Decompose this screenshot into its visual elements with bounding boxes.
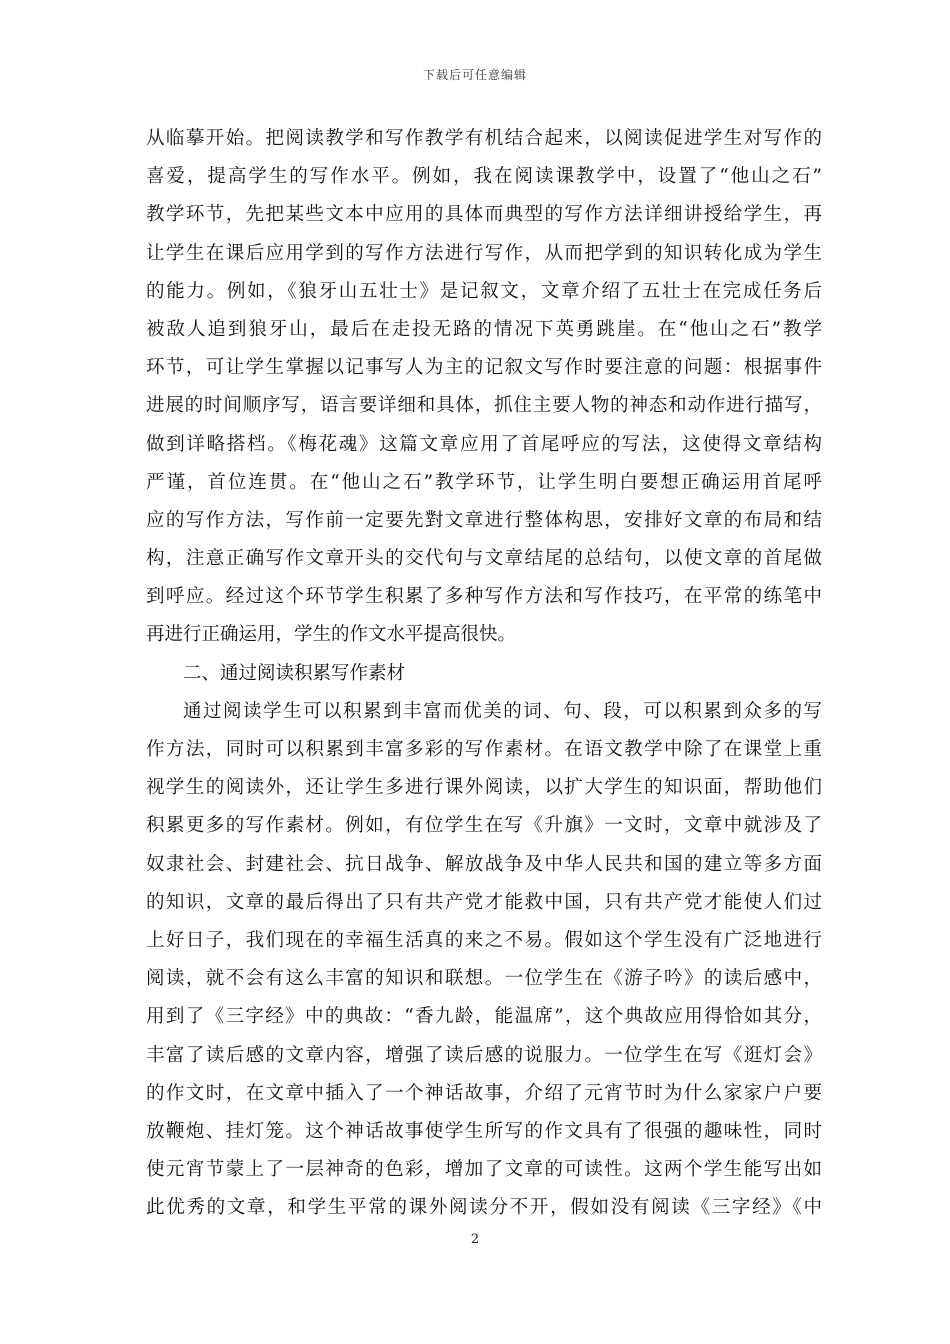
paragraph-2	[146, 693, 822, 1228]
section-heading	[146, 655, 822, 693]
text-line: 的作文时，在文章中插入了一个神话故事，介绍了元宵节时为什么家家户户要	[146, 1082, 822, 1104]
text-line: 从临摹开始。把阅读教学和写作教学有机结合起来，以阅读促进学生对写作的	[146, 128, 822, 149]
text-line: 应的写作方法，写作前一定要先對文章进行整体构思，安排好文章的布局和结	[146, 509, 822, 531]
text-line: 的能力。例如，《狼牙山五壮士》是记叙文，文章介绍了五壮士在完成任务后	[146, 280, 822, 302]
page-number: 2	[470, 1232, 480, 1247]
text-line: 教学环节，先把某些文本中应用的具体而典型的写作方法详细讲授给学生，再	[146, 204, 822, 226]
text-line: 上好日子，我们现在的幸福生活真的来之不易。假如这个学生没有广泛地进行	[146, 929, 822, 951]
text-line: 视学生的阅读外，还让学生多进行课外阅读，以扩大学生的知识面，帮助他们	[146, 777, 822, 799]
text-line: 构，注意正确写作文章开头的交代句与文章结尾的总结句，以使文章的首尾做	[146, 548, 822, 570]
text-line: 奴隶社会、封建社会、抗日战争、解放战争及中华人民共和国的建立等多方面	[146, 853, 822, 875]
text-line: 严谨，首位连贯。在“他山之石”教学环节，让学生明白要想正确运用首尾呼	[146, 471, 822, 493]
text-line: 通过阅读学生可以积累到丰富而优美的词、句、段，可以积累到众多的写	[183, 700, 822, 722]
section-heading-text: 二、通过阅读积累写作素材	[183, 662, 406, 684]
text-line: 喜爱，提高学生的写作水平。例如，我在阅读课教学中，设置了“他山之石”	[146, 166, 822, 188]
text-line: 被敌人追到狼牙山，最后在走投无路的情况下英勇跳崖。在“他山之石”教学	[146, 318, 822, 340]
text-line: 积累更多的写作素材。例如，有位学生在写《升旗》一文时，文章中就涉及了	[146, 815, 822, 837]
text-line: 到呼应。经过这个环节学生积累了多种写作方法和写作技巧，在平常的练笔中	[146, 586, 822, 608]
text-line: 用到了《三字经》中的典故：“香九龄，能温席”，这个典故应用得恰如其分，	[146, 1006, 822, 1028]
text-line: 进展的时间顺序写，语言要详细和具体，抓住主要人物的神态和动作进行描写，	[146, 395, 822, 417]
text-line: 此优秀的文章，和学生平常的课外阅读分不开，假如没有阅读《三字经》《中	[146, 1197, 822, 1219]
paragraph-1	[146, 120, 822, 655]
text-line: 让学生在课后应用学到的写作方法进行写作，从而把学到的知识转化成为学生	[146, 242, 822, 264]
text-line: 做到详略搭档。《梅花魂》这篇文章应用了首尾呼应的写法，这使得文章结构	[146, 433, 822, 455]
text-line: 的知识，文章的最后得出了只有共产党才能救中国，只有共产党才能使人们过	[146, 891, 822, 913]
text-line: 放鞭炮、挂灯笼。这个神话故事使学生所写的作文具有了很强的趣味性，同时	[146, 1120, 822, 1142]
text-line: 阅读，就不会有这么丰富的知识和联想。一位学生在《游子吟》的读后感中，	[146, 968, 822, 990]
text-line: 丰富了读后感的文章内容，增强了读后感的说服力。一位学生在写《逛灯会》	[146, 1044, 822, 1066]
text-line: 作方法，同时可以积累到丰富多彩的写作素材。在语文教学中除了在课堂上重	[146, 739, 822, 760]
document-body	[146, 120, 822, 1227]
text-line: 使元宵节蒙上了一层神奇的色彩，增加了文章的可读性。这两个学生能写出如	[146, 1159, 822, 1181]
page-header: 下载后可任意编辑	[422, 68, 527, 82]
text-line: 再进行正确运用，学生的作文水平提高很快。	[146, 624, 517, 646]
text-line: 环节，可让学生掌握以记事写人为主的记叙文写作时要注意的问题：根据事件	[146, 357, 822, 379]
